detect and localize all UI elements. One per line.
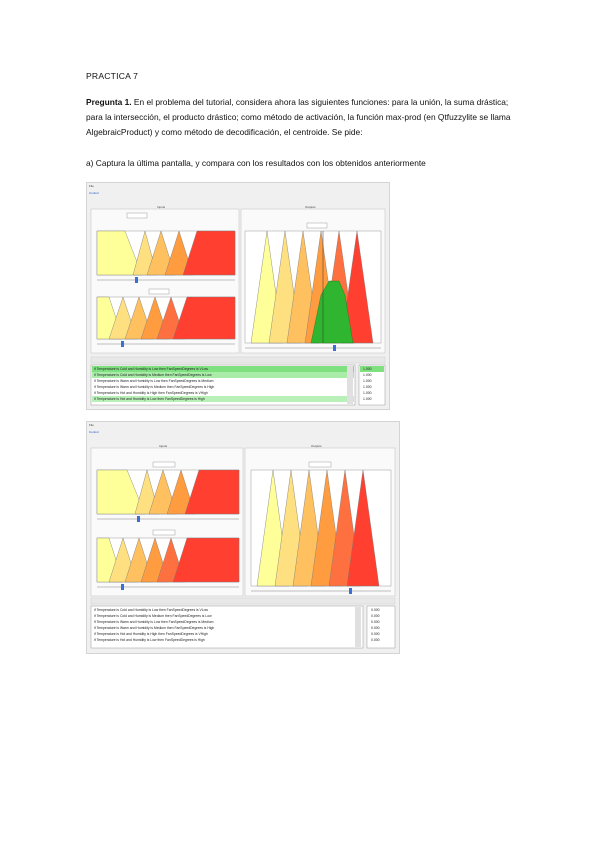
weights-list-2	[371, 607, 393, 643]
rule-weight[interactable]: 1.000	[363, 397, 372, 401]
rule-row[interactable]: if Temperature is Cold and Humidity is Low then FanSpeedDegrees is VLow	[94, 608, 208, 612]
rule-weight[interactable]: 0.000	[371, 626, 380, 630]
rule-row[interactable]: if Temperature is Hot and Humidity is High then FanSpeedDegrees is VHigh	[94, 632, 208, 636]
menu-file[interactable]: File	[89, 423, 94, 427]
rules-list-2	[94, 607, 352, 643]
rule-row[interactable]: if Temperature is Warm and Humidity is Medium then FanSpeedDegrees is High	[94, 385, 215, 389]
rule-weight[interactable]: 0.000	[371, 614, 380, 618]
rule-weight[interactable]: 0.000	[371, 608, 380, 612]
rule-weight[interactable]: 0.000	[371, 620, 380, 624]
menu-file[interactable]: File	[89, 184, 94, 188]
question-body: En el problema del tutorial, considera ahora las siguientes funciones: para la unión, la suma drástica; para la intersección, el producto drástico; como método de activación, la función max-prod (en Qtfuzzylite se llama AlgebraicProduct) y como método de decodificación, el centroide. Se pide:	[86, 97, 511, 138]
rule-row[interactable]: if Temperature is Warm and Humidity is Low then FanSpeedDegrees is Medium	[94, 620, 214, 624]
rule-weight[interactable]: 1.000	[363, 391, 372, 395]
rule-weight[interactable]: 1.000	[363, 379, 372, 383]
rule-row[interactable]: if Temperature is Hot and Humidity is Low then FanSpeedDegrees is High	[94, 397, 205, 401]
rule-row[interactable]: if Temperature is Hot and Humidity is Low then FanSpeedDegrees is High	[94, 638, 205, 642]
rule-weight[interactable]: 1.000	[363, 385, 372, 389]
tab-control[interactable]: Control	[89, 191, 99, 195]
rule-row[interactable]: if Temperature is Cold and Humidity is Medium then FanSpeedDegrees is Low	[94, 614, 212, 618]
outputs-label: Outputs	[311, 444, 322, 448]
rule-row[interactable]: if Temperature is Warm and Humidity is Low then FanSpeedDegrees is Medium	[94, 379, 214, 383]
rule-weight[interactable]: 0.000	[371, 632, 380, 636]
rule-weight[interactable]: 1.000	[363, 373, 372, 377]
rule-row[interactable]: if Temperature is Hot and Humidity is High then FanSpeedDegrees is VHigh	[94, 391, 208, 395]
screenshot-1	[86, 182, 390, 410]
inputs-label: Inputs	[157, 205, 166, 209]
weights-list-1	[363, 366, 385, 402]
screenshot-2	[86, 421, 400, 654]
question-paragraph	[86, 95, 526, 141]
inputs-label: Inputs	[159, 444, 168, 448]
rule-row[interactable]: if Temperature is Warm and Humidity is Medium then FanSpeedDegrees is High	[94, 626, 215, 630]
page-title: PRACTICA 7	[86, 71, 139, 81]
outputs-label: Outputs	[305, 205, 316, 209]
tab-control[interactable]: Control	[89, 430, 99, 434]
question-lead: Pregunta 1.	[86, 97, 132, 107]
rule-weight[interactable]: 0.000	[371, 638, 380, 642]
rules-list-1	[94, 366, 346, 402]
rule-row[interactable]: if Temperature is Cold and Humidity is Medium then FanSpeedDegrees is Low	[94, 373, 212, 377]
question-a: a) Captura la última pantalla, y compara con los resultados con los obtenidos anteriormente	[86, 158, 426, 168]
rule-weight[interactable]: 1.000	[363, 367, 372, 371]
rule-row[interactable]: if Temperature is Cold and Humidity is Low then FanSpeedDegrees is VLow	[94, 367, 208, 371]
